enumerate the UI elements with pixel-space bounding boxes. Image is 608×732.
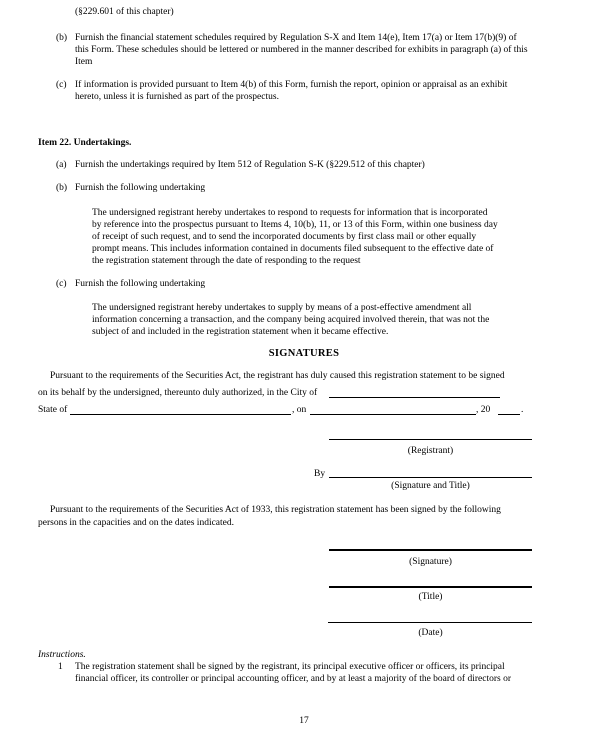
item22-heading: Item 22. Undertakings. xyxy=(38,138,132,148)
instruction-text xyxy=(75,661,535,685)
signatures-para1-line1: Pursuant to the requirements of the Securities Act, the registrant has duly caused this registration statement to be signed xyxy=(50,371,505,381)
item22-a-text: Furnish the undertakings required by Item 512 of Regulation S-K (§229.512 of this chapter) xyxy=(75,160,425,170)
by-label: By xyxy=(314,469,326,479)
year-prefix-label: , 20 xyxy=(476,405,491,415)
item22-c-text: Furnish the following undertaking xyxy=(75,279,206,289)
city-field[interactable] xyxy=(329,397,500,398)
signature-caption: (Signature) xyxy=(409,557,452,567)
item-c-marker: (c) xyxy=(56,80,67,90)
undertaking-line: by reference into the prospectus pursuant to Items 4, 10(b), 11, or 13 of this Form, within one business day xyxy=(92,220,498,230)
section-reference: (§229.601 of this chapter) xyxy=(75,7,174,17)
registrant-field[interactable] xyxy=(329,439,532,440)
signature-and-title-caption: (Signature and Title) xyxy=(391,481,470,491)
item-b-text xyxy=(75,32,535,68)
item-b-line: this Form. These schedules should be lettered or numbered in the manner described for exhibits in paragraph (a) of this xyxy=(75,45,528,55)
registrant-caption: (Registrant) xyxy=(407,446,454,456)
item-c-line: If information is provided pursuant to Item 4(b) of this Form, furnish the report, opinion or appraisal as an exhibit xyxy=(75,80,508,90)
state-of-label: State of xyxy=(38,405,68,415)
instructions-heading: Instructions. xyxy=(38,650,86,660)
undertaking-line: information concerning a transaction, and the company being acquired involved therein, that was not the xyxy=(92,315,490,325)
item-b-line: Item xyxy=(75,57,93,67)
item22-b-marker: (b) xyxy=(56,183,68,193)
instruction-marker: 1 xyxy=(58,662,63,672)
item-c-line: hereto, unless it is furnished as part of the prospectus. xyxy=(75,92,279,102)
year-field[interactable] xyxy=(498,414,520,415)
item22-b-text: Furnish the following undertaking xyxy=(75,183,206,193)
signatures-heading: SIGNATURES xyxy=(268,348,340,359)
undertaking-line: The undersigned registrant hereby undertakes to respond to requests for information that is incorporated xyxy=(92,208,488,218)
date-field[interactable] xyxy=(310,414,476,415)
signatures-para1-line2: on its behalf by the undersigned, thereunto duly authorized, in the City of xyxy=(38,388,318,398)
date-caption: (Date) xyxy=(418,628,443,638)
undertaking-line: of receipt of such request, and to send the incorporated documents by first class mail or other equally xyxy=(92,232,477,242)
signatures-para2-line1: Pursuant to the requirements of the Securities Act of 1933, this registration statement has been signed by the following xyxy=(50,505,501,515)
item22-a-marker: (a) xyxy=(56,160,67,170)
item-b-marker: (b) xyxy=(56,33,68,43)
instruction-line: financial officer, its controller or principal accounting officer, and by at least a majority of the board of directors or xyxy=(75,674,511,684)
state-field[interactable] xyxy=(70,414,291,415)
undertaking-line: prompt means. This includes information contained in documents filed subsequent to the effective date of xyxy=(92,244,494,254)
undertaking-line: The undersigned registrant hereby undertakes to supply by means of a post-effective amendment all xyxy=(92,303,472,313)
signature-field[interactable] xyxy=(329,549,532,551)
signatures-para2-line2: persons in the capacities and on the dates indicated. xyxy=(38,518,235,528)
title-caption: (Title) xyxy=(418,592,443,602)
undertaking-line: subject of and included in the registration statement when it became effective. xyxy=(92,327,389,337)
item22-b-undertaking xyxy=(92,207,517,267)
page-number: 17 xyxy=(299,716,309,726)
date-signed-field[interactable] xyxy=(328,622,532,623)
item-c-text xyxy=(75,79,535,103)
item-b-line: Furnish the financial statement schedules required by Regulation S-X and Item 14(e), Item 17(a) or Item 17(b)(9) of xyxy=(75,33,517,43)
signature-and-title-field[interactable] xyxy=(329,477,532,478)
item22-c-marker: (c) xyxy=(56,279,67,289)
period: . xyxy=(521,405,524,415)
instruction-line: The registration statement shall be signed by the registrant, its principal executive officer or officers, its principal xyxy=(75,662,505,672)
title-field[interactable] xyxy=(329,586,532,588)
item22-c-undertaking xyxy=(92,302,517,338)
undertaking-line: the registration statement through the date of responding to the request xyxy=(92,256,361,266)
on-label: , on xyxy=(292,405,307,415)
